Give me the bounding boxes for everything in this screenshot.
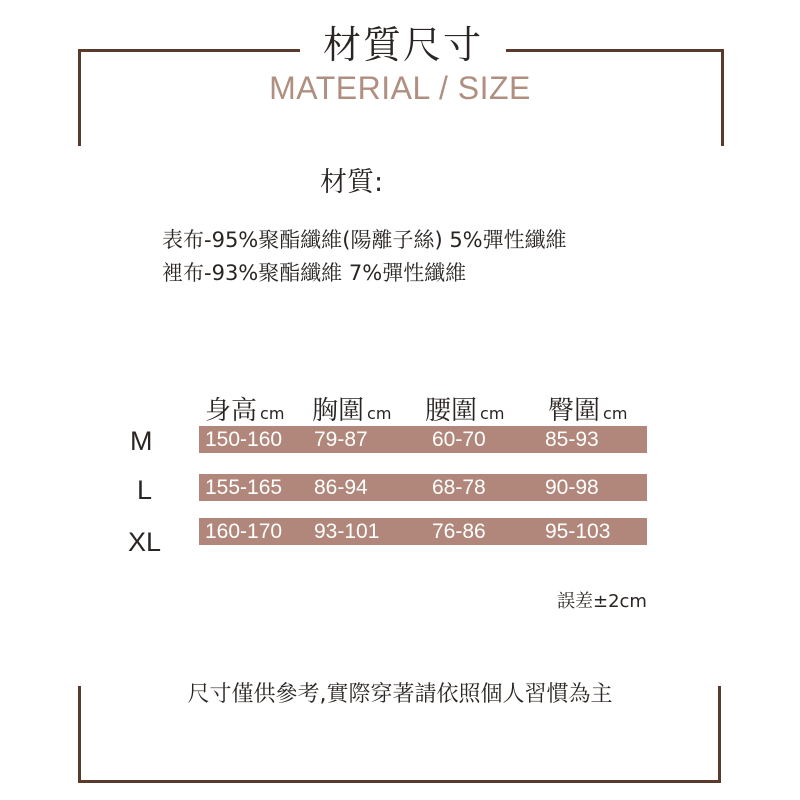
column-header-hip bbox=[548, 390, 627, 427]
column-header-unit: cm bbox=[367, 404, 392, 423]
page-title-chinese: 材質尺寸 bbox=[322, 23, 483, 67]
column-header-chest bbox=[312, 390, 391, 427]
table-row bbox=[199, 426, 647, 453]
waist-value: 60-70 bbox=[432, 428, 486, 451]
column-header-unit: cm bbox=[480, 404, 505, 423]
waist-value: 68-78 bbox=[432, 476, 486, 499]
frame-top-left-line bbox=[78, 49, 300, 52]
page-title-english: MATERIAL / SIZE bbox=[269, 70, 531, 106]
frame-top-right-line bbox=[506, 49, 724, 52]
material-outer-fabric: 表布-95%聚酯纖維(陽離子絲) 5%彈性纖維 bbox=[162, 228, 567, 252]
hip-value: 90-98 bbox=[545, 476, 599, 499]
material-lining-fabric: 裡布-93%聚酯纖維 7%彈性纖維 bbox=[162, 261, 467, 285]
hip-value: 95-103 bbox=[545, 520, 611, 543]
table-row bbox=[199, 474, 647, 501]
column-header-label: 臀圍 bbox=[548, 396, 601, 426]
chest-value: 93-101 bbox=[314, 520, 380, 543]
height-value: 150-160 bbox=[205, 428, 283, 451]
column-header-unit: cm bbox=[603, 404, 628, 423]
column-header-unit: cm bbox=[260, 404, 285, 423]
column-header-waist bbox=[425, 390, 504, 427]
material-label: 材質: bbox=[320, 167, 384, 198]
table-row bbox=[199, 518, 647, 545]
chest-value: 79-87 bbox=[314, 428, 368, 451]
hip-value: 85-93 bbox=[545, 428, 599, 451]
size-label-xl: XL bbox=[128, 527, 162, 557]
waist-value: 76-86 bbox=[432, 520, 486, 543]
measurement-tolerance: 誤差±2cm bbox=[557, 591, 647, 612]
size-label-m: M bbox=[130, 426, 153, 456]
size-reference-note: 尺寸僅供參考,實際穿著請依照個人習慣為主 bbox=[187, 682, 613, 707]
column-header-height bbox=[205, 390, 284, 427]
frame-bottom-line bbox=[78, 780, 721, 783]
size-label-l: L bbox=[137, 475, 153, 505]
height-value: 160-170 bbox=[205, 520, 283, 543]
height-value: 155-165 bbox=[205, 476, 283, 499]
chest-value: 86-94 bbox=[314, 476, 368, 499]
column-header-label: 腰圍 bbox=[425, 396, 478, 426]
column-header-label: 身高 bbox=[205, 396, 258, 426]
column-header-label: 胸圍 bbox=[312, 396, 365, 426]
